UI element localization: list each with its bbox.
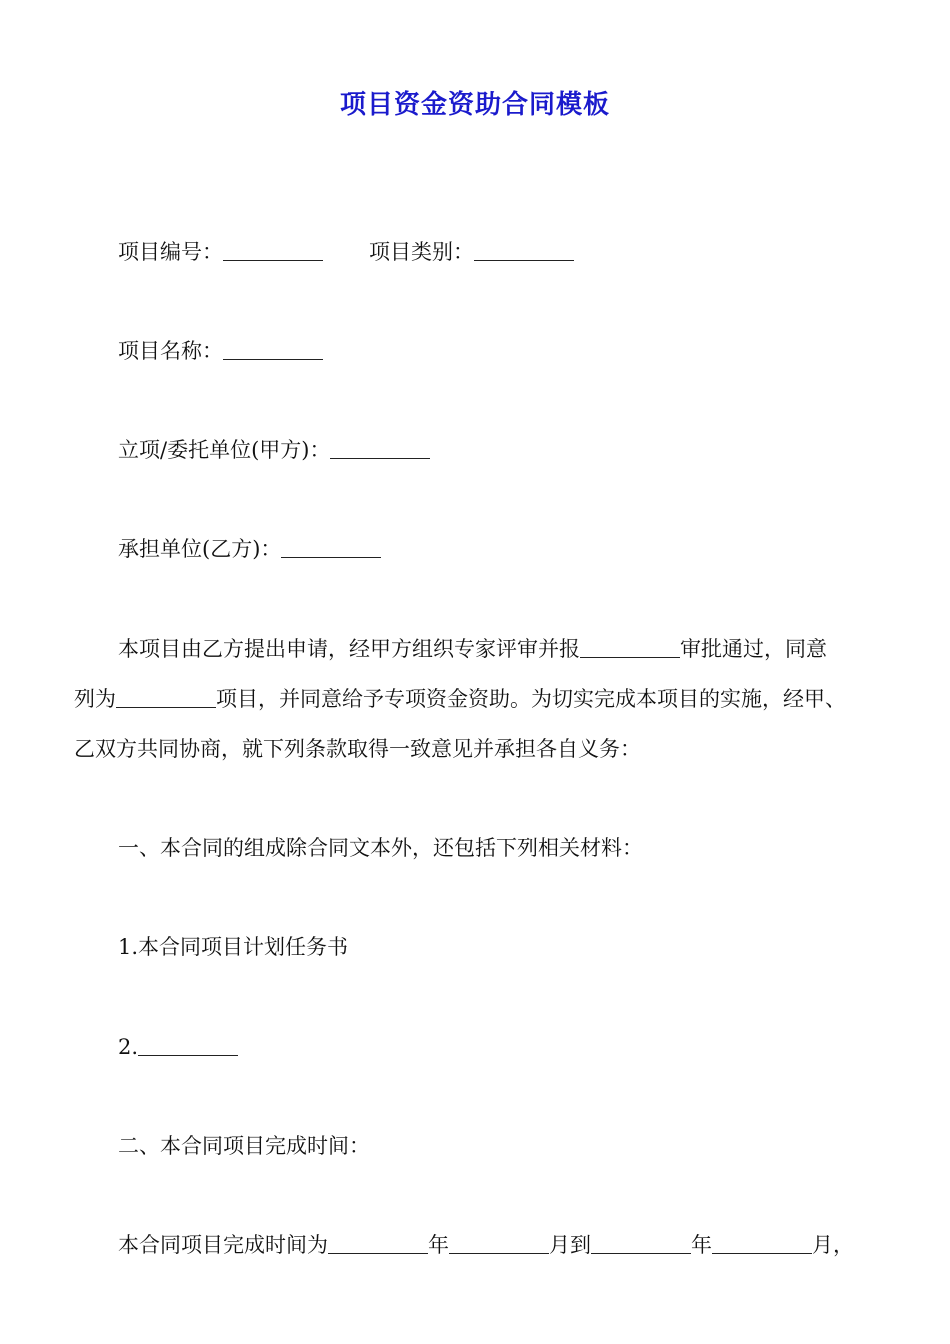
intro-line-2 — [74, 685, 846, 713]
completion-time-row — [118, 1231, 854, 1259]
project-name-label: 项目名称： — [118, 339, 223, 363]
end-month-unit: 月， — [812, 1233, 854, 1257]
start-month-blank — [449, 1233, 549, 1254]
party-a-blank — [330, 438, 430, 459]
section-1-item-1: 1.本合同项目计划任务书 — [118, 935, 349, 959]
party-b-label: 承担单位(乙方)： — [118, 537, 282, 561]
project-number-blank — [223, 240, 323, 261]
end-year-blank — [591, 1233, 691, 1254]
section-1-item-2 — [118, 1033, 238, 1061]
party-a-row — [118, 436, 430, 464]
approval-authority-blank — [580, 637, 680, 658]
start-month-unit: 月到 — [549, 1233, 591, 1257]
start-year-blank — [328, 1233, 428, 1254]
intro-line-3 — [74, 735, 641, 763]
item-2-blank — [138, 1035, 238, 1056]
intro-line-1 — [118, 635, 827, 663]
project-category-blank — [474, 240, 574, 261]
project-number-row — [118, 238, 574, 266]
project-category-label: 项目类别： — [369, 240, 474, 264]
end-year-unit: 年 — [691, 1233, 712, 1257]
item-2-number: 2. — [118, 1035, 139, 1059]
intro-text-5: 乙双方共同协商，就下列条款取得一致意见并承担各自义务： — [74, 737, 641, 761]
project-type-blank — [116, 687, 216, 708]
party-b-row — [118, 535, 381, 563]
start-year-unit: 年 — [428, 1233, 449, 1257]
document-title: 项目资金资助合同模板 — [339, 90, 610, 120]
intro-text-4: 项目，并同意给予专项资金资助。为切实完成本项目的实施，经甲、 — [216, 687, 846, 711]
party-a-label: 立项/委托单位(甲方)： — [118, 438, 331, 462]
project-name-row — [118, 337, 323, 365]
project-number-label: 项目编号： — [118, 240, 223, 264]
end-month-blank — [712, 1233, 812, 1254]
intro-text-2: 审批通过，同意 — [680, 637, 827, 661]
party-b-blank — [281, 537, 381, 558]
section-2-heading: 二、本合同项目完成时间： — [118, 1134, 370, 1158]
intro-text-3: 列为 — [74, 687, 116, 711]
section-1-heading: 一、本合同的组成除合同文本外，还包括下列相关材料： — [118, 836, 643, 860]
intro-text-1: 本项目由乙方提出申请，经甲方组织专家评审并报 — [118, 637, 580, 661]
project-name-blank — [223, 339, 323, 360]
completion-time-text: 本合同项目完成时间为 — [118, 1233, 328, 1257]
